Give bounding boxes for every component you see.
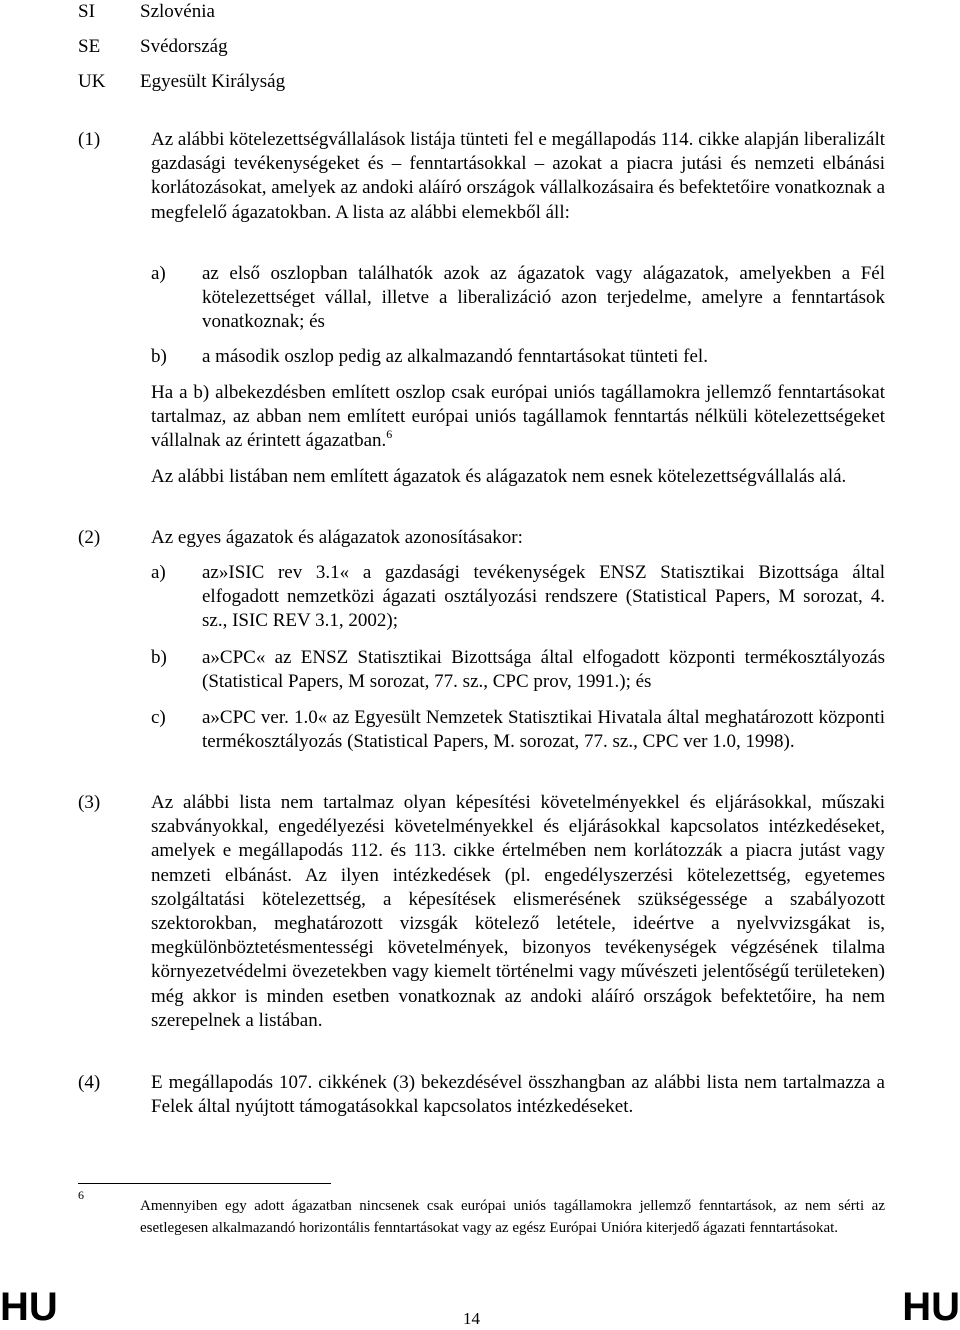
paragraph-1-intro: Az alábbi kötelezettségvállalások listája tünteti fel e megállapodás 114. cikke alapján liberalizált gazdasági tevékenységeket és – fenntartásokkal – azokat a piacra jutási és nemzeti elbánási korlátozásokat, amelyek az andoki aláíró országok vállalkozásaira és befektetőire vonatkoznak a megfelelő ágazatokban. A lista az alábbi elemekből áll: <box>151 129 885 223</box>
paragraph-1-exclusion: Az alábbi listában nem említett ágazatok és alágazatok nem esnek kötelezettségvállalás alá. <box>151 466 847 487</box>
item-label: c) <box>151 707 166 728</box>
item-label: a) <box>151 263 166 284</box>
footnote-text: Amennyiben egy adott ágazatban nincsenek csak európai uniós tagállamokra jellemző fenntartások, az nem sérti az esetlegesen alkalmazandó horizontális fenntartásokat vagy az egész Európai Unióra kiterjedő ágazati fenntartásokat. <box>140 1198 885 1236</box>
paragraph-number: (3) <box>78 792 101 813</box>
paragraph-2-item-b: a»CPC« az ENSZ Statisztikai Bizottsága által elfogadott központi termékosztályozás (Statistical Papers, M sorozat, 77. sz., CPC prov, 1991.); és <box>202 647 885 693</box>
country-code: SI <box>78 1 95 22</box>
country-name: Svédország <box>140 36 228 57</box>
footnote-separator <box>78 1183 331 1184</box>
paragraph-number: (2) <box>78 527 101 548</box>
country-code: UK <box>78 71 106 92</box>
paragraph-4: E megállapodás 107. cikkének (3) bekezdésével összhangban az alábbi lista nem tartalmazza a Felek által nyújtott támogatásokkal kapcsolatos intézkedéseket. <box>151 1072 885 1118</box>
paragraph-1-item-b: a második oszlop pedig az alkalmazandó fenntartásokat tünteti fel. <box>202 346 708 367</box>
paragraph-number: (4) <box>78 1072 101 1093</box>
paragraph-1-item-a: az első oszlopban találhatók azok az ágazatok vagy alágazatok, amelyekben a Fél kötelezettséget vállal, illetve a liberalizáció azon terjedelme, amelyre a fenntartások vonatkoznak; és <box>202 263 885 333</box>
paragraph-number: (1) <box>78 129 101 150</box>
country-name: Szlovénia <box>140 1 215 22</box>
footer-language-left: HU <box>0 1285 58 1329</box>
paragraph-2-intro: Az egyes ágazatok és alágazatok azonosításakor: <box>151 527 523 548</box>
item-label: a) <box>151 562 166 583</box>
paragraph-2-item-a: az»ISIC rev 3.1« a gazdasági tevékenységek ENSZ Statisztikai Bizottsága által elfogadott nemzetközi ágazati osztályozási rendszere (Statistical Papers, M sorozat, 4. sz., ISIC REV 3.1, 2002); <box>202 562 885 632</box>
country-code: SE <box>78 36 101 57</box>
page-number: 14 <box>463 1309 480 1328</box>
item-label: b) <box>151 346 167 367</box>
paragraph-1-note <box>151 381 885 454</box>
paragraph-2-item-c: a»CPC ver. 1.0« az Egyesült Nemzetek Statisztikai Hivatala által meghatározott központi termékosztályozás (Statistical Papers, M. sorozat, 77. sz., CPC ver 1.0, 1998). <box>202 707 885 753</box>
footnote-reference: 6 <box>386 427 393 442</box>
footer-language-right: HU <box>902 1285 960 1329</box>
paragraph-3: Az alábbi lista nem tartalmaz olyan képesítési követelményekkel és eljárásokkal, műszaki szabványokkal, engedélyezési követelményekkel és eljárásokkal kapcsolatos intézkedéseket, amelyek e megállapodás 112. és 113. cikke értelmében nem korlátozzák a piacra jutást vagy nemzeti elbánást. Az ilyen intézkedések (pl. engedélyszerzési kötelezettség, egyetemes szolgáltatási kötelezettség, a képesítések elismerésének szükségessége a szabályozott szektorokban, meghatározott vizsgák kötelező letétele, ideértve a nyelvvizsgákat is, megkülönböztetésmentességi követelmények, bizonyos tevékenységek végzésének tilalma környezetvédelmi övezetekben vagy kiemelt történelmi vagy művészeti jelentőségű területeken) még akkor is minden esetben vonatkoznak az andoki aláíró országok befektetőire, ha nem szerepelnek a listában. <box>151 792 885 1031</box>
footnote-mark: 6 <box>78 1188 84 1202</box>
country-name: Egyesült Királyság <box>140 71 286 92</box>
item-label: b) <box>151 647 167 668</box>
note-text: Ha a b) albekezdésben említett oszlop csak európai uniós tagállamokra jellemző fenntartásokat tartalmaz, az abban nem említett európai uniós tagállamok fenntartás nélküli kötelezettségeket vállalnak az érintett ágazatban. <box>151 382 885 452</box>
